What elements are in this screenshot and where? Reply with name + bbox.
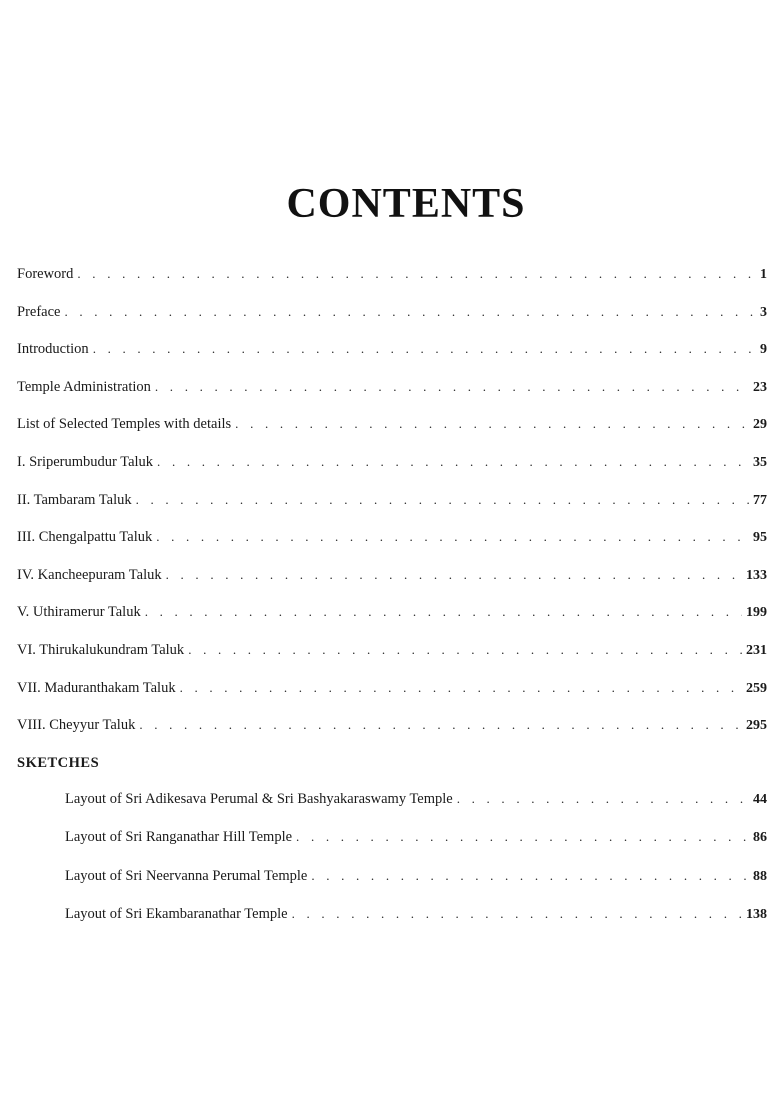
toc-entry-page-number: 3 (760, 304, 767, 320)
toc-entry (17, 717, 767, 755)
sketches-heading: SKETCHES (17, 754, 100, 771)
dot-leader (311, 868, 749, 884)
toc-entry-label: Layout of Sri Neervanna Perumal Temple (65, 867, 308, 884)
toc-entry-label: List of Selected Temples with details (17, 416, 232, 433)
dot-leader (145, 604, 742, 620)
toc-entry (17, 529, 767, 567)
toc-entry (17, 604, 767, 642)
dot-leader (139, 717, 742, 733)
toc-entry-page-number: 138 (746, 907, 767, 923)
toc-entry-page-number: 295 (746, 718, 767, 734)
toc-entry-label: I. Sriperumbudur Taluk (17, 453, 154, 470)
toc-entry-page-number: 231 (746, 642, 767, 658)
toc-entry-page-number: 199 (746, 605, 767, 621)
toc-entry (17, 454, 767, 492)
toc-entry-label: Layout of Sri Ranganathar Hill Temple (65, 829, 293, 846)
toc-entry-label: IV. Kancheepuram Taluk (17, 566, 162, 583)
toc-entry-label: Preface (17, 303, 61, 320)
toc-entry-page-number: 133 (746, 567, 767, 583)
toc-entry (17, 416, 767, 454)
toc-main-entries (17, 266, 767, 755)
dot-leader (93, 341, 756, 357)
toc-entry-label: III. Chengalpattu Taluk (17, 529, 153, 546)
dot-leader (64, 304, 756, 320)
table-of-contents (17, 266, 767, 945)
toc-entry (17, 492, 767, 530)
toc-entry-page-number: 88 (753, 868, 767, 884)
toc-entry (17, 680, 767, 718)
toc-entry-page-number: 259 (746, 680, 767, 696)
toc-entry-page-number: 77 (753, 492, 767, 508)
toc-entry-label: Introduction (17, 341, 89, 358)
dot-leader (166, 567, 742, 583)
dot-leader (136, 492, 749, 508)
dot-leader (296, 829, 749, 845)
dot-leader (77, 266, 756, 282)
toc-entry (17, 341, 767, 379)
toc-entry-page-number: 1 (760, 267, 767, 282)
toc-entry-label: Layout of Sri Ekambaranathar Temple (65, 906, 288, 923)
toc-entry-page-number: 9 (760, 342, 767, 358)
dot-leader (188, 642, 742, 658)
dot-leader (180, 680, 742, 696)
toc-sketch-entries (17, 791, 767, 945)
toc-entry (17, 266, 767, 304)
toc-entry-page-number: 44 (753, 791, 767, 807)
toc-entry-page-number: 95 (753, 530, 767, 546)
toc-entry-page-number: 23 (753, 379, 767, 395)
toc-entry (65, 868, 767, 907)
toc-entry (65, 791, 767, 830)
dot-leader (235, 416, 749, 432)
toc-entry-label: VI. Thirukalukundram Taluk (17, 641, 185, 658)
dot-leader (155, 379, 749, 395)
page-title: CONTENTS (286, 181, 526, 227)
toc-entry-label: Temple Administration (17, 378, 151, 395)
toc-entry-page-number: 86 (753, 830, 767, 846)
toc-entry (65, 906, 767, 945)
toc-entry (17, 304, 767, 342)
dot-leader (157, 454, 749, 470)
toc-entry (17, 642, 767, 680)
toc-entry-label: Layout of Sri Adikesava Perumal & Sri Bashyakaraswamy Temple (65, 790, 453, 807)
dot-leader (457, 791, 749, 807)
toc-entry-label: V. Uthiramerur Taluk (17, 604, 141, 621)
toc-entry-label: II. Tambaram Taluk (17, 491, 132, 508)
toc-entry (17, 567, 767, 605)
dot-leader (292, 906, 742, 922)
toc-entry-page-number: 35 (753, 454, 767, 470)
toc-entry-label: VIII. Cheyyur Taluk (17, 717, 136, 734)
toc-entry (65, 829, 767, 868)
toc-entry (17, 379, 767, 417)
toc-entry-label: Foreword (17, 266, 74, 282)
toc-entry-page-number: 29 (753, 417, 767, 433)
toc-entry-label: VII. Maduranthakam Taluk (17, 679, 176, 696)
dot-leader (156, 529, 749, 545)
